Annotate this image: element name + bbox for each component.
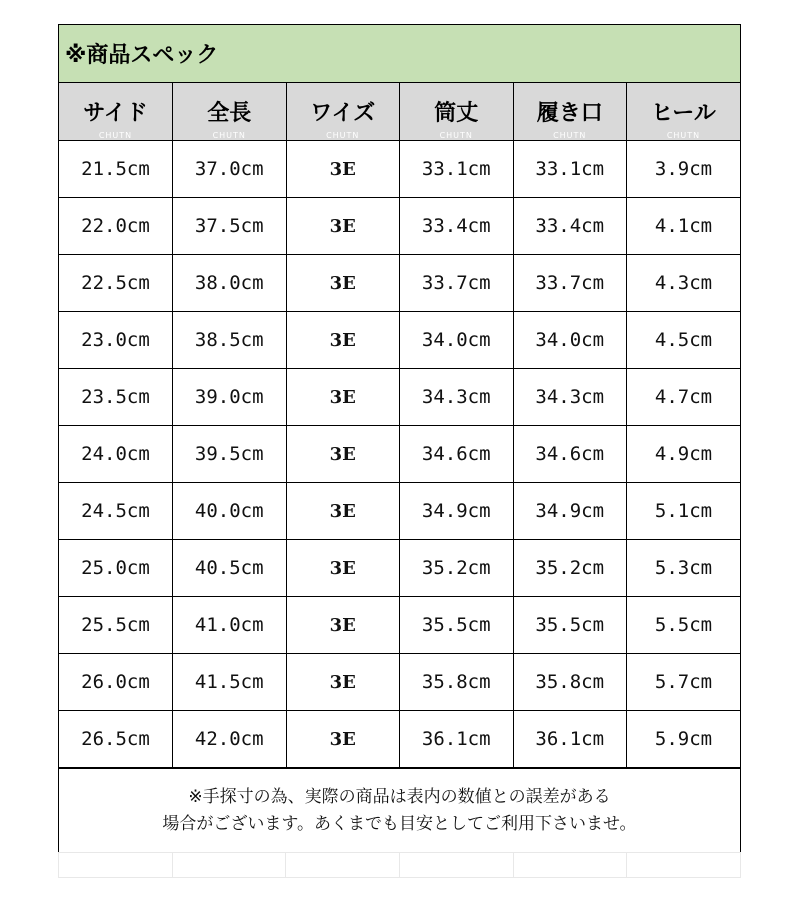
table-cell: 34.6cm bbox=[513, 426, 627, 483]
table-cell: 5.1cm bbox=[627, 483, 741, 540]
table-cell: 26.5cm bbox=[59, 711, 173, 768]
header-cell-length: 全長 CHUTN bbox=[173, 83, 287, 141]
spec-table-body bbox=[59, 141, 740, 768]
table-cell: 23.5cm bbox=[59, 369, 173, 426]
table-cell: 3E bbox=[286, 198, 400, 255]
watermark-text: CHUTN bbox=[98, 131, 133, 140]
table-cell: 24.0cm bbox=[59, 426, 173, 483]
table-cell: 34.9cm bbox=[513, 483, 627, 540]
table-cell: 5.3cm bbox=[627, 540, 741, 597]
table-cell: 4.9cm bbox=[627, 426, 741, 483]
table-cell: 3E bbox=[286, 141, 400, 198]
table-cell: 3E bbox=[286, 483, 400, 540]
watermark-text: CHUTN bbox=[212, 131, 246, 140]
table-cell: 3E bbox=[286, 654, 400, 711]
table-cell: 5.5cm bbox=[627, 597, 741, 654]
table-cell: 21.5cm bbox=[59, 141, 173, 198]
table-cell: 3E bbox=[286, 540, 400, 597]
table-cell: 36.1cm bbox=[513, 711, 627, 768]
table-cell: 25.5cm bbox=[59, 597, 173, 654]
note-line-2: 場合がございます。あくまでも目安としてご利用下さいませ。 bbox=[162, 813, 637, 834]
table-cell: 3E bbox=[286, 711, 400, 768]
table-cell: 5.7cm bbox=[627, 654, 741, 711]
table-cell: 34.9cm bbox=[400, 483, 514, 540]
header-cell-heel: ヒール CHUTN bbox=[627, 83, 741, 141]
table-cell: 35.5cm bbox=[400, 597, 514, 654]
table-cell: 3E bbox=[286, 426, 400, 483]
table-cell: 22.0cm bbox=[59, 198, 173, 255]
table-cell: 33.4cm bbox=[513, 198, 627, 255]
table-cell: 4.7cm bbox=[627, 369, 741, 426]
table-cell: 3.9cm bbox=[627, 141, 741, 198]
spec-title: ※商品スペック bbox=[59, 25, 740, 83]
table-cell: 33.4cm bbox=[400, 198, 514, 255]
header-cell-size: サイド CHUTN bbox=[59, 83, 173, 141]
table-cell: 34.3cm bbox=[513, 369, 627, 426]
header-cell-width: ワイズ CHUTN bbox=[286, 83, 400, 141]
table-cell: 40.5cm bbox=[173, 540, 287, 597]
table-cell: 24.5cm bbox=[59, 483, 173, 540]
table-cell: 3E bbox=[286, 369, 400, 426]
table-row bbox=[59, 369, 740, 426]
header-cell-opening: 履き口 CHUTN bbox=[513, 83, 627, 141]
spec-table bbox=[59, 83, 740, 768]
measurement-note bbox=[59, 768, 740, 852]
table-cell: 36.1cm bbox=[400, 711, 514, 768]
table-cell: 3E bbox=[286, 597, 400, 654]
table-cell: 34.0cm bbox=[513, 312, 627, 369]
table-cell: 5.9cm bbox=[627, 711, 741, 768]
table-cell: 23.0cm bbox=[59, 312, 173, 369]
header-row bbox=[59, 83, 740, 141]
table-cell: 4.5cm bbox=[627, 312, 741, 369]
table-cell: 35.5cm bbox=[513, 597, 627, 654]
table-cell: 35.2cm bbox=[400, 540, 514, 597]
table-cell: 34.6cm bbox=[400, 426, 514, 483]
table-cell: 4.3cm bbox=[627, 255, 741, 312]
table-cell: 25.0cm bbox=[59, 540, 173, 597]
table-cell: 42.0cm bbox=[173, 711, 287, 768]
watermark-text: CHUTN bbox=[326, 131, 360, 140]
table-row bbox=[59, 312, 740, 369]
faded-row-remnant bbox=[58, 852, 741, 878]
watermark-text: CHUTN bbox=[439, 131, 473, 140]
table-cell: 37.0cm bbox=[173, 141, 287, 198]
spec-table-frame bbox=[58, 24, 741, 853]
table-row bbox=[59, 483, 740, 540]
table-cell: 33.1cm bbox=[513, 141, 627, 198]
table-cell: 39.0cm bbox=[173, 369, 287, 426]
table-row bbox=[59, 255, 740, 312]
table-cell: 39.5cm bbox=[173, 426, 287, 483]
table-row bbox=[59, 198, 740, 255]
header-cell-shaft-height: 筒丈 CHUTN bbox=[400, 83, 514, 141]
table-cell: 38.0cm bbox=[173, 255, 287, 312]
table-row bbox=[59, 426, 740, 483]
table-row bbox=[59, 711, 740, 768]
table-cell: 22.5cm bbox=[59, 255, 173, 312]
table-cell: 35.2cm bbox=[513, 540, 627, 597]
table-row bbox=[59, 654, 740, 711]
table-cell: 40.0cm bbox=[173, 483, 287, 540]
table-cell: 33.7cm bbox=[400, 255, 514, 312]
table-row bbox=[59, 141, 740, 198]
table-cell: 38.5cm bbox=[173, 312, 287, 369]
note-line-1: ※手探寸の為、実際の商品は表内の数値との誤差がある bbox=[188, 786, 611, 807]
table-cell: 4.1cm bbox=[627, 198, 741, 255]
table-row bbox=[59, 540, 740, 597]
table-cell: 3E bbox=[286, 312, 400, 369]
watermark-text: CHUTN bbox=[666, 131, 701, 140]
table-cell: 35.8cm bbox=[513, 654, 627, 711]
table-cell: 41.0cm bbox=[173, 597, 287, 654]
watermark-text: CHUTN bbox=[553, 131, 587, 140]
table-cell: 33.7cm bbox=[513, 255, 627, 312]
table-cell: 3E bbox=[286, 255, 400, 312]
table-cell: 34.0cm bbox=[400, 312, 514, 369]
table-cell: 33.1cm bbox=[400, 141, 514, 198]
table-cell: 35.8cm bbox=[400, 654, 514, 711]
table-row bbox=[59, 597, 740, 654]
table-cell: 26.0cm bbox=[59, 654, 173, 711]
table-cell: 37.5cm bbox=[173, 198, 287, 255]
table-cell: 41.5cm bbox=[173, 654, 287, 711]
table-cell: 34.3cm bbox=[400, 369, 514, 426]
